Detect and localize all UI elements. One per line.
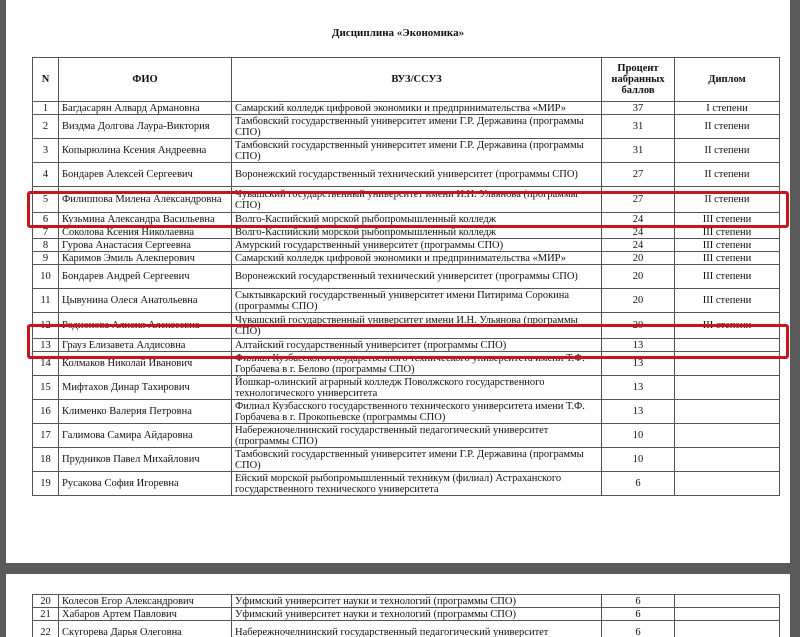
table-row xyxy=(33,289,780,313)
diploma-degree: I степени xyxy=(675,102,780,115)
table-row xyxy=(33,226,780,239)
row-number: 5 xyxy=(33,187,59,213)
column-header-diploma: Диплом xyxy=(675,58,780,102)
document-page-2 xyxy=(6,574,790,637)
row-number: 1 xyxy=(33,102,59,115)
row-number: 11 xyxy=(33,289,59,313)
score-percent: 24 xyxy=(602,239,675,252)
student-name: Грауз Елизавета Алдисовна xyxy=(59,339,232,352)
institution-name: Волго-Каспийский морской рыбопромышленный колледж xyxy=(232,226,602,239)
table-row xyxy=(33,339,780,352)
row-number: 16 xyxy=(33,400,59,424)
score-percent: 27 xyxy=(602,163,675,187)
institution-name: Тамбовский государственный университет имени Г.Р. Державина (программы СПО) xyxy=(232,115,602,139)
table-row xyxy=(33,252,780,265)
table-row xyxy=(33,448,780,472)
institution-name: Уфимский университет науки и технологий (программы СПО) xyxy=(232,595,602,608)
column-header-score: Процент набранных баллов xyxy=(602,58,675,102)
student-name: Родионова Алисия Алексеевна xyxy=(59,313,232,339)
row-number: 12 xyxy=(33,313,59,339)
student-name: Кузьмина Александра Васильевна xyxy=(59,213,232,226)
row-number: 17 xyxy=(33,424,59,448)
diploma-degree xyxy=(675,424,780,448)
score-percent: 20 xyxy=(602,289,675,313)
diploma-degree xyxy=(675,595,780,608)
table-row xyxy=(33,213,780,226)
score-percent: 27 xyxy=(602,187,675,213)
table-row xyxy=(33,102,780,115)
student-name: Хабаров Артем Павлович xyxy=(59,608,232,621)
diploma-degree: II степени xyxy=(675,139,780,163)
institution-name: Набережночелнинский государственный педагогический университет (программы СПО) xyxy=(232,424,602,448)
student-name: Мифтахов Динар Тахирович xyxy=(59,376,232,400)
diploma-degree xyxy=(675,472,780,496)
diploma-degree xyxy=(675,608,780,621)
table-row xyxy=(33,472,780,496)
diploma-degree: III степени xyxy=(675,239,780,252)
institution-name: Воронежский государственный технический университет (программы СПО) xyxy=(232,265,602,289)
row-number: 8 xyxy=(33,239,59,252)
table-row xyxy=(33,376,780,400)
table-row xyxy=(33,139,780,163)
institution-name: Самарский колледж цифровой экономики и предпринимательства «МИР» xyxy=(232,102,602,115)
score-percent: 31 xyxy=(602,139,675,163)
institution-name: Филиал Кузбасского государственного технического университета имени Т.Ф. Горбачева в г. Прокопьевске (программы СПО) xyxy=(232,400,602,424)
student-name: Соколова Ксения Николаевна xyxy=(59,226,232,239)
table-row xyxy=(33,424,780,448)
institution-name: Чувашский государственный университет имени И.Н. Ульянова (программы СПО) xyxy=(232,187,602,213)
diploma-degree: II степени xyxy=(675,163,780,187)
row-number: 13 xyxy=(33,339,59,352)
row-number: 4 xyxy=(33,163,59,187)
row-number: 15 xyxy=(33,376,59,400)
institution-name: Филиал Кузбасского государственного технического университета имени Т.Ф. Горбачева в г. Белово (программы СПО) xyxy=(232,352,602,376)
score-percent: 6 xyxy=(602,621,675,637)
diploma-degree xyxy=(675,621,780,637)
institution-name: Алтайский государственный университет (программы СПО) xyxy=(232,339,602,352)
table-row xyxy=(33,163,780,187)
column-header-fio: ФИО xyxy=(59,58,232,102)
student-name: Колмаков Николай Иванович xyxy=(59,352,232,376)
diploma-degree: II степени xyxy=(675,115,780,139)
institution-name: Самарский колледж цифровой экономики и предпринимательства «МИР» xyxy=(232,252,602,265)
table-row xyxy=(33,265,780,289)
row-number: 9 xyxy=(33,252,59,265)
score-percent: 20 xyxy=(602,265,675,289)
diploma-degree xyxy=(675,376,780,400)
student-name: Скугорева Дарья Олеговна xyxy=(59,621,232,637)
diploma-degree: II степени xyxy=(675,187,780,213)
diploma-degree: III степени xyxy=(675,313,780,339)
institution-name: Набережночелнинский государственный педагогический университет xyxy=(232,621,602,637)
diploma-degree: III степени xyxy=(675,252,780,265)
diploma-degree: III степени xyxy=(675,265,780,289)
student-name: Русакова София Игоревна xyxy=(59,472,232,496)
row-number: 7 xyxy=(33,226,59,239)
institution-name: Амурский государственный университет (программы СПО) xyxy=(232,239,602,252)
score-percent: 13 xyxy=(602,352,675,376)
diploma-degree: III степени xyxy=(675,289,780,313)
student-name: Каримов Эмиль Алекперович xyxy=(59,252,232,265)
diploma-degree xyxy=(675,400,780,424)
score-percent: 31 xyxy=(602,115,675,139)
score-percent: 10 xyxy=(602,424,675,448)
row-number: 18 xyxy=(33,448,59,472)
diploma-degree: III степени xyxy=(675,226,780,239)
diploma-degree: III степени xyxy=(675,213,780,226)
row-number: 22 xyxy=(33,621,59,637)
row-number: 14 xyxy=(33,352,59,376)
diploma-degree xyxy=(675,352,780,376)
institution-name: Тамбовский государственный университет имени Г.Р. Державина (программы СПО) xyxy=(232,448,602,472)
student-name: Копырюлина Ксения Андреевна xyxy=(59,139,232,163)
student-name: Гурова Анастасия Сергеевна xyxy=(59,239,232,252)
student-name: Клименко Валерия Петровна xyxy=(59,400,232,424)
row-number: 20 xyxy=(33,595,59,608)
row-number: 19 xyxy=(33,472,59,496)
row-number: 21 xyxy=(33,608,59,621)
student-name: Филиппова Милена Александровна xyxy=(59,187,232,213)
student-name: Багдасарян Алвард Армановна xyxy=(59,102,232,115)
score-percent: 24 xyxy=(602,226,675,239)
student-name: Цывунина Олеся Анатольевна xyxy=(59,289,232,313)
score-percent: 20 xyxy=(602,252,675,265)
results-table-continued xyxy=(32,594,780,637)
score-percent: 13 xyxy=(602,339,675,352)
row-number: 10 xyxy=(33,265,59,289)
table-row xyxy=(33,187,780,213)
score-percent: 20 xyxy=(602,313,675,339)
score-percent: 13 xyxy=(602,400,675,424)
page-title: Дисциплина «Экономика» xyxy=(331,27,465,39)
institution-name: Воронежский государственный технический университет (программы СПО) xyxy=(232,163,602,187)
document-page-1 xyxy=(6,0,790,563)
score-percent: 6 xyxy=(602,595,675,608)
table-row xyxy=(33,239,780,252)
score-percent: 24 xyxy=(602,213,675,226)
student-name: Бондарев Алексей Сергеевич xyxy=(59,163,232,187)
row-number: 2 xyxy=(33,115,59,139)
score-percent: 6 xyxy=(602,472,675,496)
score-percent: 13 xyxy=(602,376,675,400)
row-number: 3 xyxy=(33,139,59,163)
table-row xyxy=(33,115,780,139)
column-header-n: N xyxy=(33,58,59,102)
student-name: Бондарев Андрей Сергеевич xyxy=(59,265,232,289)
institution-name: Волго-Каспийский морской рыбопромышленный колледж xyxy=(232,213,602,226)
table-row xyxy=(33,313,780,339)
student-name: Галимова Самира Айдаровна xyxy=(59,424,232,448)
table-row xyxy=(33,352,780,376)
diploma-degree xyxy=(675,339,780,352)
table-row xyxy=(33,595,780,608)
table-row xyxy=(33,608,780,621)
institution-name: Уфимский университет науки и технологий (программы СПО) xyxy=(232,608,602,621)
table-row xyxy=(33,621,780,637)
diploma-degree xyxy=(675,448,780,472)
institution-name: Сыктывкарский государственный университет имени Питирима Сорокина (программы СПО) xyxy=(232,289,602,313)
institution-name: Йошкар-олинский аграрный колледж Поволжского государственного технологического университета xyxy=(232,376,602,400)
student-name: Колесов Егор Александрович xyxy=(59,595,232,608)
institution-name: Ейский морской рыбопромышленный техникум (филиал) Астраханского государственного технического университета xyxy=(232,472,602,496)
institution-name: Тамбовский государственный университет имени Г.Р. Державина (программы СПО) xyxy=(232,139,602,163)
column-header-university: ВУЗ/ССУЗ xyxy=(232,58,602,102)
row-number: 6 xyxy=(33,213,59,226)
table-row xyxy=(33,400,780,424)
student-name: Прудников Павел Михайлович xyxy=(59,448,232,472)
results-table xyxy=(32,57,780,496)
student-name: Виздма Долгова Лаура-Виктория xyxy=(59,115,232,139)
score-percent: 37 xyxy=(602,102,675,115)
score-percent: 10 xyxy=(602,448,675,472)
score-percent: 6 xyxy=(602,608,675,621)
institution-name: Чувашский государственный университет имени И.Н. Ульянова (программы СПО) xyxy=(232,313,602,339)
